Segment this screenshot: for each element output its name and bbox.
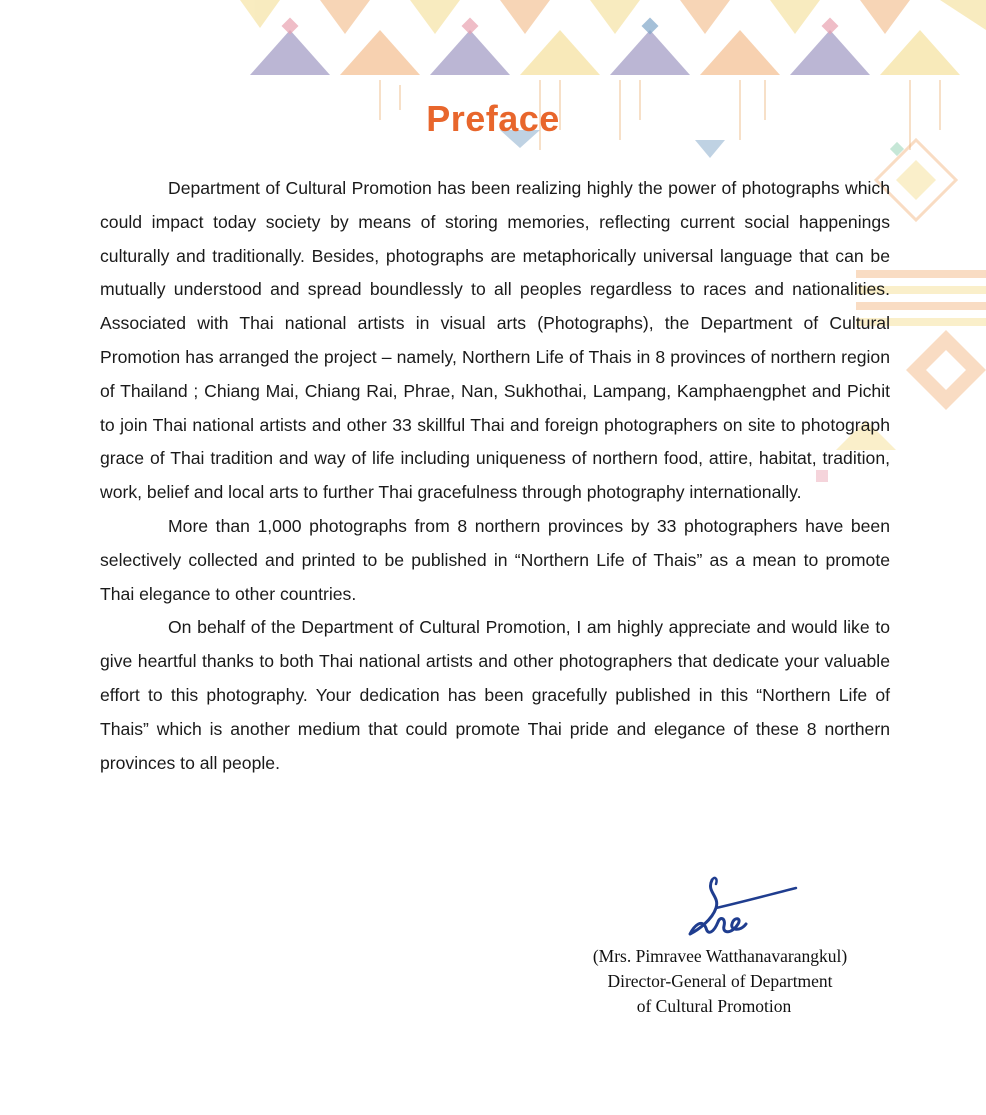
signature-image [672, 872, 802, 942]
signatory-title-line-2: of Cultural Promotion [636, 996, 792, 1016]
signatory-name: (Mrs. Pimravee Watthanavarangkul) [592, 946, 848, 966]
paragraph-2: More than 1,000 photographs from 8 northern provinces by 33 photographers have been selectively collected and printed to be published in “Northern Life of Thais” as a mean to promote Thai elegance to other countries. [100, 515, 890, 604]
preface-body [100, 172, 890, 780]
page-title: Preface [426, 98, 560, 139]
signatory-title-line-1: Director-General of Department [607, 971, 833, 991]
paragraph-3: On behalf of the Department of Cultural Promotion, I am highly appreciate and would like to give heartful thanks to both Thai national artists and other photographers that dedicate your valuable effort to this photography. Your dedication has been gracefully published in this “Northern Life of Thais” which is another medium that could promote Thai pride and elegance of these 8 northern provinces to all people. [100, 617, 890, 773]
paragraph-1: Department of Cultural Promotion has been realizing highly the power of photographs which could impact today society by means of storing memories, reflecting current social happenings culturally and traditionally. Besides, photographs are metaphorically universal language that can be mutually understood and spread boundlessly to all peoples regardless to races and nationalities. Associated with Thai national artists in visual arts (Photographs), the Department of Cultural Promotion has arranged the project – namely, Northern Life of Thais in 8 provinces of northern region of Thailand ; Chiang Mai, Chiang Rai, Phrae, Nan, Sukhothai, Lampang, Kamphaengphet and Pichit to join Thai national artists and other 33 skillful Thai and foreign photographers on site to photograph grace of Thai tradition and way of life including uniqueness of northern food, attire, habitat, tradition, work, belief and local arts to further Thai gracefulness through photography internationally. [100, 178, 890, 503]
signature-block [560, 944, 880, 1019]
